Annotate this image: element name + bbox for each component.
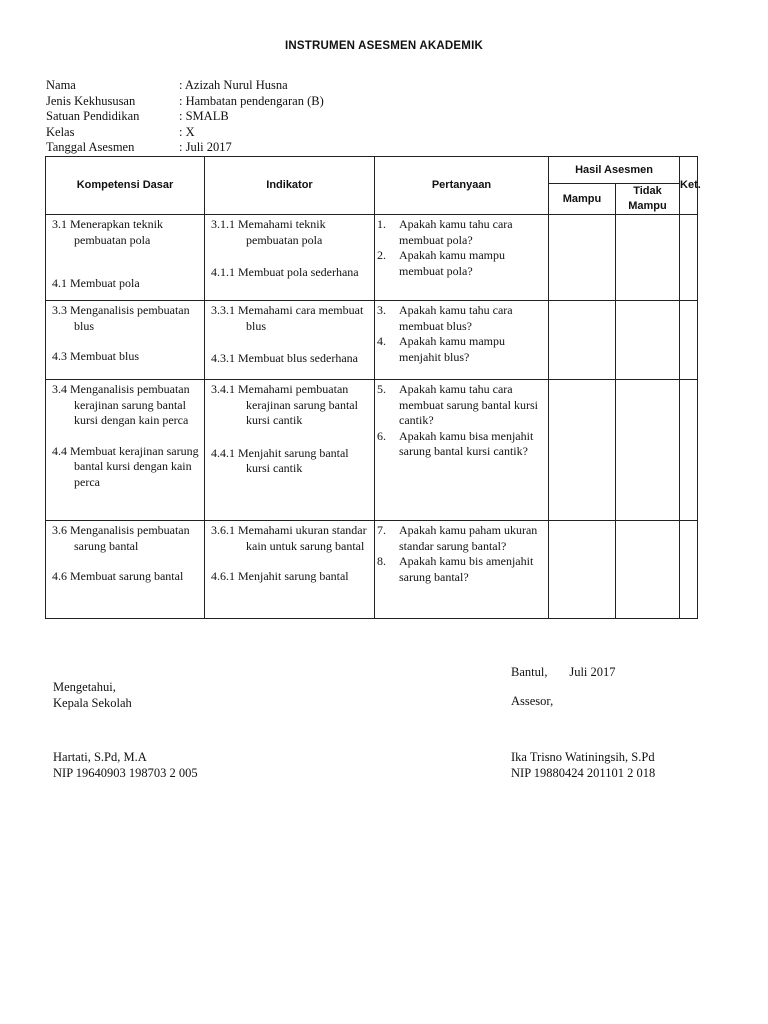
cell-pertanyaan <box>375 521 549 619</box>
question-text: Apakah kamu tahu cara membuat blus? <box>399 303 513 333</box>
question-item <box>377 217 544 248</box>
question-item <box>377 523 544 554</box>
identity-row-kelas <box>46 125 324 141</box>
cell-pertanyaan <box>375 215 549 301</box>
question-item <box>377 334 544 365</box>
indikator-item: 3.4.1 Memahami pembuatan kerajinan sarung bantal kursi cantik <box>211 382 358 427</box>
indikator-item: 4.1.1 Membuat pola sederhana <box>211 265 359 279</box>
question-number: 8. <box>377 554 386 568</box>
indikator-item: 3.3.1 Memahami cara membuat blus <box>211 303 364 333</box>
identity-row-tanggal <box>46 140 324 156</box>
header-ket: Ket. <box>680 157 698 215</box>
identity-label: Jenis Kekhususan <box>46 93 136 108</box>
question-text: Apakah kamu bisa menjahit sarung bantal kursi cantik? <box>399 428 534 458</box>
cell-tidak-mampu[interactable] <box>616 215 680 301</box>
header-mampu: Mampu <box>549 184 616 215</box>
kd-item: 3.6 Menganalisis pembuatan sarung bantal <box>52 523 190 553</box>
identity-row-satuan <box>46 109 324 125</box>
indikator-item: 4.6.1 Menjahit sarung bantal <box>211 569 349 583</box>
identity-label: Satuan Pendidikan <box>46 109 140 123</box>
question-number: 3. <box>377 303 386 317</box>
cell-kompetensi <box>46 301 205 380</box>
cell-indikator <box>205 380 375 521</box>
identity-label: Tanggal Asesmen <box>46 140 135 154</box>
cell-indikator <box>205 215 375 301</box>
cell-tidak-mampu[interactable] <box>616 380 680 521</box>
indikator-item: 4.3.1 Membuat blus sederhana <box>211 351 358 365</box>
indikator-item: 3.6.1 Memahami ukuran standar kain untuk sarung bantal <box>211 523 367 553</box>
question-item <box>377 554 544 585</box>
question-text: Apakah kamu mampu menjahit blus? <box>399 334 505 364</box>
question-item <box>377 248 544 279</box>
header-indikator: Indikator <box>205 157 375 215</box>
kd-item: 4.4 Membuat kerajinan sarung bantal kursi dengan kain perca <box>52 443 199 489</box>
cell-mampu[interactable] <box>549 215 616 301</box>
question-item <box>377 429 544 460</box>
header-pertanyaan: Pertanyaan <box>375 157 549 215</box>
question-item <box>377 382 544 429</box>
cell-mampu[interactable] <box>549 521 616 619</box>
kd-item: 4.3 Membuat blus <box>52 349 139 363</box>
kd-item: 3.1 Menerapkan teknik pembuatan pola <box>52 217 163 247</box>
question-text: Apakah kamu paham ukuran standar sarung bantal? <box>399 523 538 553</box>
question-number: 2. <box>377 248 386 262</box>
cell-indikator <box>205 521 375 619</box>
cell-pertanyaan <box>375 301 549 380</box>
question-item <box>377 303 544 334</box>
cell-mampu[interactable] <box>549 301 616 380</box>
header-tidak-mampu: Tidak Mampu <box>616 184 680 215</box>
table-row <box>46 521 698 619</box>
question-number: 6. <box>377 428 386 443</box>
identity-label: Kelas <box>46 124 75 139</box>
signature-left-identity <box>53 750 198 781</box>
cell-pertanyaan <box>375 380 549 521</box>
kd-item: 3.4 Menganalisis pembuatan kerajinan sarung bantal kursi dengan kain perca <box>52 382 190 427</box>
table-row <box>46 215 698 301</box>
question-number: 5. <box>377 382 386 396</box>
cell-kompetensi <box>46 215 205 301</box>
cell-indikator <box>205 301 375 380</box>
signature-left <box>53 680 132 711</box>
cell-kompetensi <box>46 380 205 521</box>
identity-value: : Azizah Nurul Husna <box>179 78 288 92</box>
identity-value: : Juli 2017 <box>179 140 232 154</box>
signature-left-nip: NIP 19640903 198703 2 005 <box>53 765 198 780</box>
identity-value: : X <box>179 124 195 139</box>
signature-right-name: Ika Trisno Watiningsih, S.Pd <box>511 750 655 764</box>
identity-value: : Hambatan pendengaran (B) <box>179 93 324 108</box>
kd-item: 4.1 Membuat pola <box>52 276 140 290</box>
cell-kompetensi <box>46 521 205 619</box>
question-text: Apakah kamu mampu membuat pola? <box>399 248 505 278</box>
table-row <box>46 301 698 380</box>
identity-row-jenis <box>46 94 324 110</box>
cell-tidak-mampu[interactable] <box>616 521 680 619</box>
signature-right-role: Assesor, <box>511 694 554 708</box>
place-date: Bantul, Juli 2017 <box>511 665 616 679</box>
identity-value: : SMALB <box>179 109 229 123</box>
assessment-table <box>45 156 701 619</box>
header-kompetensi: Kompetensi Dasar <box>46 157 205 215</box>
question-number: 4. <box>377 334 386 348</box>
signature-left-name: Hartati, S.Pd, M.A <box>53 750 147 764</box>
document-title: INSTRUMEN ASESMEN AKADEMIK <box>285 40 483 52</box>
indikator-item: 4.4.1 Menjahit sarung bantal kursi cantik <box>211 445 349 475</box>
cell-ket[interactable] <box>680 380 698 521</box>
question-number: 7. <box>377 523 386 537</box>
identity-block <box>46 78 324 156</box>
cell-ket[interactable] <box>680 521 698 619</box>
signature-left-line1: Mengetahui, <box>53 680 116 694</box>
header-hasil-asesmen: Hasil Asesmen <box>549 157 680 184</box>
cell-tidak-mampu[interactable] <box>616 301 680 380</box>
signature-right-nip: NIP 19880424 201101 2 018 <box>511 765 656 780</box>
question-text: Apakah kamu bis amenjahit sarung bantal? <box>399 554 534 584</box>
question-number: 1. <box>377 217 386 231</box>
signature-right-identity <box>511 750 655 781</box>
table-row <box>46 380 698 521</box>
signature-left-role: Kepala Sekolah <box>53 695 132 710</box>
identity-row-nama <box>46 78 324 94</box>
question-text: Apakah kamu tahu cara membuat sarung bantal kursi cantik? <box>399 382 538 427</box>
kd-item: 3.3 Menganalisis pembuatan blus <box>52 303 190 333</box>
identity-label: Nama <box>46 78 76 92</box>
kd-item: 4.6 Membuat sarung bantal <box>52 569 184 583</box>
question-text: Apakah kamu tahu cara membuat pola? <box>399 217 513 247</box>
cell-ket[interactable] <box>680 301 698 380</box>
cell-mampu[interactable] <box>549 380 616 521</box>
cell-ket[interactable] <box>680 215 698 301</box>
indikator-item: 3.1.1 Memahami teknik pembuatan pola <box>211 217 326 247</box>
